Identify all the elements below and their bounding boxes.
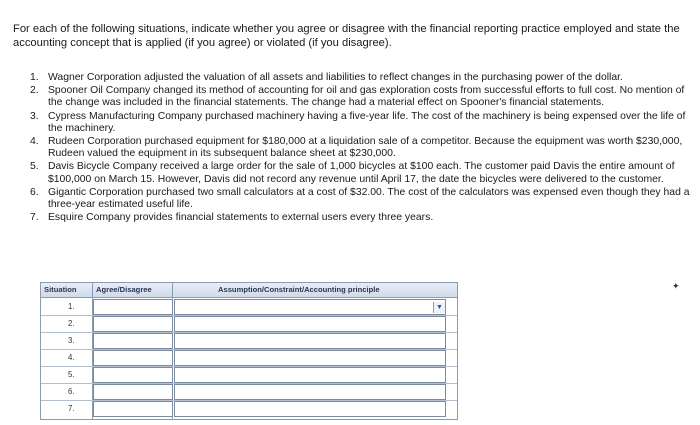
agree-disagree-input[interactable] (93, 316, 173, 332)
agree-disagree-input[interactable] (93, 299, 173, 315)
item-number: 3. (30, 110, 39, 122)
item-number: 1. (30, 72, 39, 83)
list-item (30, 161, 695, 185)
agree-disagree-input[interactable] (93, 350, 173, 366)
item-text: Wagner Corporation adjusted the valuation of all assets and liabilities to reflect changes in the purchasing power of the dollar. (48, 72, 623, 83)
item-text: Gigantic Corporation purchased two small calculators at a cost of $32.00. The cost of the calculators was expensed even though they had a three-year estimated useful life. (48, 186, 690, 211)
row-number: 3. (68, 336, 75, 345)
table-row (41, 400, 457, 417)
row-number: 4. (68, 353, 75, 362)
list-item (30, 111, 695, 135)
table-row (41, 298, 457, 316)
item-number: 2. (30, 85, 39, 97)
item-text: Davis Bicycle Company received a large order for the sale of 1,000 bicycles at $100 each. The customer paid Davis the entire amount of $100,000 on March 15. However, Davis did not record any revenue until April 17, the date the bicycles were delivered to the customer. (48, 161, 675, 185)
item-text: Cypress Manufacturing Company purchased machinery having a five-year life. The cost of the machinery is being expensed over the life of the machinery. (48, 110, 686, 134)
item-number: 7. (30, 212, 39, 224)
list-item (30, 85, 695, 109)
instructions-text: For each of the following situations, indicate whether you agree or disagree with the financial reporting practice employed and state the accounting concept that is applied (if you agree) or violated (if you disagree). (13, 23, 680, 49)
answer-table (40, 282, 458, 420)
agree-disagree-input[interactable] (93, 333, 173, 349)
header-situation: Situation (44, 285, 77, 294)
row-number: 6. (68, 387, 75, 396)
row-number: 5. (68, 370, 75, 379)
item-text: Rudeen Corporation purchased equipment for $180,000 at a liquidation sale of a competitor. Because the equipment was worth $230,000, Rudeen valued the equipment in its subsequent balance sheet at $230,000. (48, 136, 683, 160)
row-number: 7. (68, 404, 75, 413)
situations-list (30, 72, 695, 225)
list-item (30, 187, 695, 211)
assumption-select[interactable] (174, 299, 446, 315)
assumption-select[interactable] (174, 384, 446, 400)
assumption-select[interactable] (174, 401, 446, 417)
agree-disagree-input[interactable] (93, 384, 173, 400)
row-number: 1. (68, 302, 75, 311)
item-number: 4. (30, 136, 39, 148)
assumption-select[interactable] (174, 350, 446, 366)
star-icon[interactable]: ✦ (672, 281, 680, 291)
item-text: Spooner Oil Company changed its method of accounting for oil and gas exploration costs from successful efforts to full cost. No mention of the change was included in the financial statements. The change had a material effect on Spooner's financial statements. (48, 85, 685, 109)
agree-disagree-input[interactable] (93, 367, 173, 383)
assumption-select[interactable] (174, 316, 446, 332)
agree-disagree-input[interactable] (93, 401, 173, 417)
list-item (30, 72, 695, 84)
list-item (30, 212, 695, 224)
assumption-select[interactable] (174, 333, 446, 349)
item-number: 5. (30, 161, 39, 173)
table-row (41, 349, 457, 367)
row-number: 2. (68, 319, 75, 328)
table-header (41, 283, 457, 298)
header-agree-disagree: Agree/Disagree (96, 285, 152, 294)
table-row (41, 383, 457, 401)
assumption-select[interactable] (174, 367, 446, 383)
item-text: Esquire Company provides financial statements to external users every three years. (48, 212, 434, 224)
table-row (41, 366, 457, 384)
table-row (41, 332, 457, 350)
table-row (41, 315, 457, 333)
header-assumption: Assumption/Constraint/Accounting principle (218, 285, 380, 294)
chevron-down-icon[interactable]: ▼ (433, 302, 445, 313)
item-number: 6. (30, 186, 39, 198)
list-item (30, 136, 695, 160)
